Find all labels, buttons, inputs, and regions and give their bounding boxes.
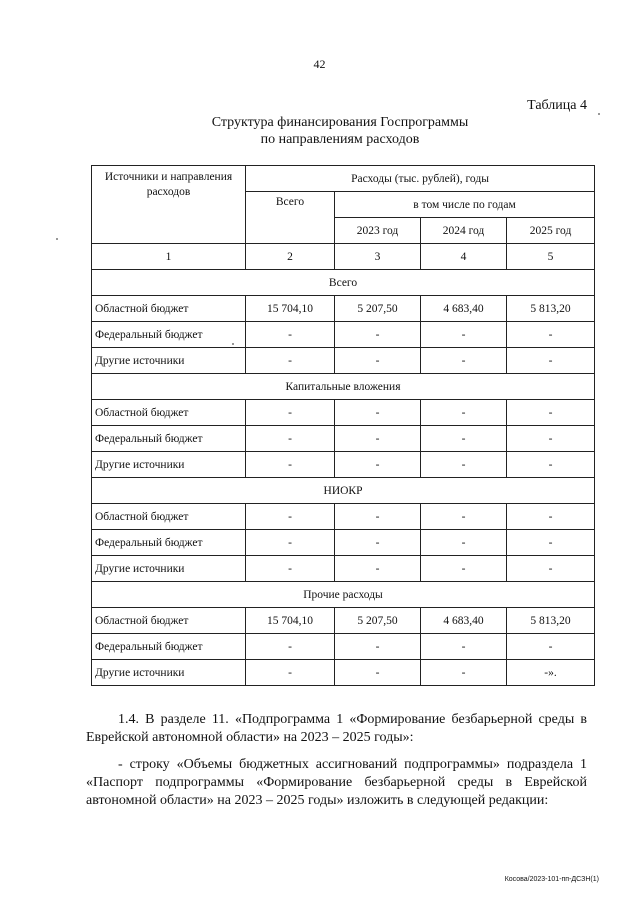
column-number: 1 [92, 244, 246, 270]
value-cell: - [335, 556, 421, 582]
value-cell: - [507, 322, 595, 348]
document-footer: Косова/2023-101-пп-ДСЗН(1) [504, 876, 599, 883]
value-cell: - [335, 660, 421, 686]
value-cell: - [335, 400, 421, 426]
scan-speck [598, 113, 600, 115]
scan-speck [232, 343, 234, 345]
value-cell: - [335, 452, 421, 478]
value-cell: - [246, 400, 335, 426]
value-cell: - [421, 504, 507, 530]
header-year: 2024 год [421, 218, 507, 244]
value-cell: - [421, 348, 507, 374]
value-cell: - [246, 660, 335, 686]
source-cell: Федеральный бюджет [92, 322, 246, 348]
value-cell: 5 207,50 [335, 296, 421, 322]
value-cell: - [507, 556, 595, 582]
value-cell: 15 704,10 [246, 608, 335, 634]
source-cell: Областной бюджет [92, 608, 246, 634]
table-row [92, 530, 595, 556]
value-cell: - [335, 426, 421, 452]
source-cell: Федеральный бюджет [92, 530, 246, 556]
value-cell: - [335, 530, 421, 556]
header-year: 2025 год [507, 218, 595, 244]
value-cell: - [421, 556, 507, 582]
section-row [92, 374, 595, 400]
source-cell: Федеральный бюджет [92, 426, 246, 452]
table-label: Таблица 4 [527, 98, 587, 113]
table-row [92, 608, 595, 634]
value-cell: - [421, 530, 507, 556]
source-cell: Областной бюджет [92, 504, 246, 530]
value-cell: - [421, 634, 507, 660]
table-row [92, 452, 595, 478]
section-title: Капитальные вложения [92, 374, 595, 400]
value-cell: 15 704,10 [246, 296, 335, 322]
header-sources: Источники и направления расходов [92, 166, 246, 244]
header-total: Всего [246, 192, 335, 244]
section-title: Всего [92, 270, 595, 296]
value-cell: - [335, 348, 421, 374]
column-number: 4 [421, 244, 507, 270]
column-number: 2 [246, 244, 335, 270]
value-cell: - [246, 556, 335, 582]
value-cell: - [335, 504, 421, 530]
scan-speck [56, 238, 58, 240]
paragraph: - строку «Объемы бюджетных ассигнований подпрограммы» подраздела 1 «Паспорт подпрограммы «Формирование безбарьерной среды в Еврейской автономной области» на 2023 – 2025 годы» изложить в следующей редакции: [86, 757, 587, 808]
value-cell: -». [507, 660, 595, 686]
source-cell: Другие источники [92, 348, 246, 374]
value-cell: 5 813,20 [507, 608, 595, 634]
value-cell: - [507, 400, 595, 426]
table-row [92, 426, 595, 452]
table-row [92, 556, 595, 582]
value-cell: - [421, 322, 507, 348]
source-cell: Другие источники [92, 452, 246, 478]
paragraph: 1.4. В разделе 11. «Подпрограмма 1 «Формирование безбарьерной среды в Еврейской автономной области» на 2023 – 2025 годы»: [86, 712, 587, 745]
table-row [92, 322, 595, 348]
page-number: 42 [313, 57, 326, 71]
value-cell: - [507, 530, 595, 556]
value-cell: 4 683,40 [421, 608, 507, 634]
section-row [92, 270, 595, 296]
value-cell: - [507, 634, 595, 660]
value-cell: - [246, 452, 335, 478]
value-cell: - [246, 504, 335, 530]
table-row [92, 348, 595, 374]
section-row [92, 582, 595, 608]
value-cell: 5 207,50 [335, 608, 421, 634]
header-row [92, 166, 595, 192]
value-cell: - [421, 400, 507, 426]
header-year: 2023 год [335, 218, 421, 244]
value-cell: - [421, 426, 507, 452]
value-cell: - [507, 452, 595, 478]
section-row [92, 478, 595, 504]
source-cell: Другие источники [92, 556, 246, 582]
header-expenses: Расходы (тыс. рублей), годы [246, 166, 595, 192]
table-row [92, 660, 595, 686]
value-cell: - [421, 452, 507, 478]
table-title [120, 114, 560, 148]
financing-table [91, 165, 595, 686]
value-cell: - [335, 634, 421, 660]
column-number: 5 [507, 244, 595, 270]
table-row [92, 400, 595, 426]
value-cell: - [507, 426, 595, 452]
value-cell: - [335, 322, 421, 348]
table-row [92, 634, 595, 660]
table-row [92, 504, 595, 530]
value-cell: - [507, 504, 595, 530]
value-cell: - [507, 348, 595, 374]
value-cell: - [246, 348, 335, 374]
value-cell: 5 813,20 [507, 296, 595, 322]
value-cell: - [246, 634, 335, 660]
table-title-line: по направлениям расходов [260, 132, 420, 147]
value-cell: - [246, 426, 335, 452]
column-number: 3 [335, 244, 421, 270]
section-title: Прочие расходы [92, 582, 595, 608]
value-cell: - [421, 660, 507, 686]
column-number-row [92, 244, 595, 270]
source-cell: Областной бюджет [92, 400, 246, 426]
value-cell: - [246, 530, 335, 556]
section-title: НИОКР [92, 478, 595, 504]
source-cell: Другие источники [92, 660, 246, 686]
value-cell: 4 683,40 [421, 296, 507, 322]
table-row [92, 296, 595, 322]
value-cell: - [246, 322, 335, 348]
source-cell: Областной бюджет [92, 296, 246, 322]
header-by-years: в том числе по годам [335, 192, 595, 218]
table-title-line: Структура финансирования Госпрограммы [211, 115, 469, 130]
source-cell: Федеральный бюджет [92, 634, 246, 660]
